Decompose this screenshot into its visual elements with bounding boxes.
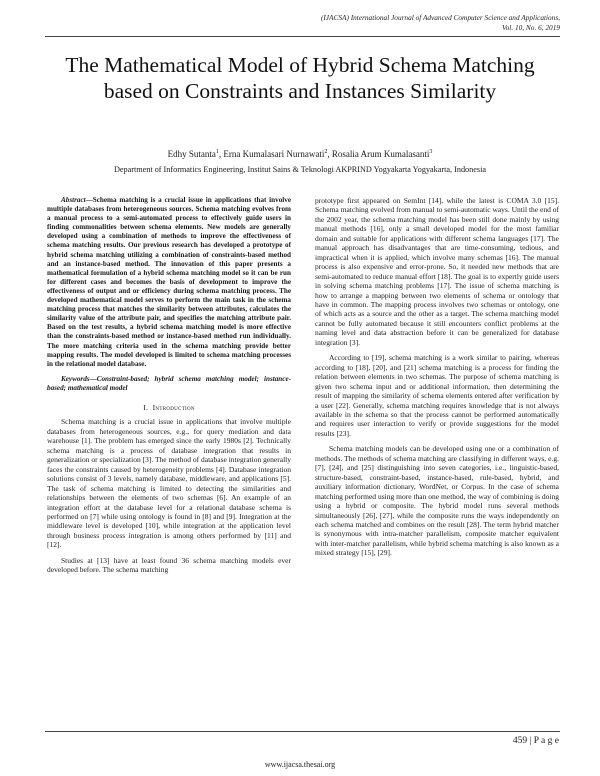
body-paragraph: Schema matching is a crucial issue in applications that involve multiple databases from heterogeneous sources, e.g., for query mediation and data warehouse [1]. The problem has emerged since the early 1980s [2]. Technically schema matching is a process of database integration that results in generalization or specialization [3]. The method of database integration generally faces the constraints caused by heterogeneity problems [4]. Database integration solutions consist of 3 levels, namely database, middleware, and applications [5]. The task of schema matching is limited to detecting the similarities and relationships between the elements of two schemas [6]. An example of an integration effort at the database level for a relational database schema is performed on [7] while using ontology is found in [8] and [9]. Integration at the middleware level is developed [10], while integration at the application level through business process integration is among others performed by [11] and [12]. [47, 417, 291, 550]
footer-url[interactable]: www.ijacsa.thesai.org [264, 760, 336, 769]
section-title: Introduction [152, 402, 195, 412]
journal-header-line1: (IJACSA) International Journal of Advanced Computer Science and Applications, [320, 13, 560, 22]
journal-header [160, 13, 560, 33]
abstract [47, 196, 291, 369]
abstract-label: Abstract [61, 196, 86, 204]
footer-rule [45, 731, 560, 732]
author-1-mark: 1 [215, 149, 219, 155]
body-paragraph: According to [19], schema matching is a work similar to pairing, whereas according to [18], [20], and [21] schema matching is a process for finding the relation between elements in two schemas. The purpose of schema matching is given two schema input and or additional information, then determining the result of mapping the similarity of schema elements entered after verification by a user [22]. Generally, schema matching requires knowledge that is not always available in the schema so that the process cannot be performed automatically and requires user interaction to verify or provide suggestions for the model results [23]. [315, 353, 559, 438]
left-column [47, 196, 291, 581]
body-paragraph: prototype first appeared on SemInt [14], while the latest is COMA 3.0 [15]. Schema matching evolved from manual to semi-automatic ways. Until the end of the 2002 year, the schema matching model has been still done mainly by using manual methods [16], only a small developed model for the most familiar domain and suitable for applications with different schema languages [17]. The manual approach has disadvantages that are time-consuming, tedious, and impractical when it is applied, which involve many schemas [16]. The manual process is also expensive and error-prone. So, it needed new methods that are semi-automated to reduce manual effort [18]. The goal is to expertly guide users in solving schema matching problems [17]. The issue of schema matching is how to arrange a mapping between two elements of schema or ontology that have in common. The mapping process involves two schemas or ontology, one of which acts as a source and the other as a target. The schema matching model cannot be fully automated because it still encounters conflict problems at the naming level and data abstraction before it can be generalized for database integration [3]. [315, 196, 559, 347]
section-number: I. [143, 402, 149, 412]
right-column [315, 196, 559, 564]
author-2-mark: 2 [324, 149, 328, 155]
header-rule [45, 36, 560, 37]
authors-line: Edhy Sutanta$^1$, Erna Kumalasari Nurnawati$^2$, Rosalia Arum Kumalasanti$^3$ [167, 149, 433, 159]
section-heading [47, 403, 291, 412]
abstract-text: —Schema matching is a crucial issue in applications that involve multiple databases from heterogeneous sources. Schema matching evolves from a manual process to a semi-automated process to effectively guide users in finding commonalities between schema elements. New models are generally developed using a combination of methods to improve the effectiveness of schema matching results. Our previous research has developed a prototype of hybrid schema matching utilizing a combination of constraints-based method and an instance-based method. The innovation of this paper presents a mathematical formulation of a hybrid schema matching model so it can be run for different cases and becomes the basis of development to improve the effectiveness of output and or efficiency during schema matching process. The developed mathematical model serves to perform the main task in the schema matching process that matches the similarity between attributes, calculates the similarity value of the attribute pair, and specifies the matching attribute pair. Based on the test results, a hybrid schema matching model is more effective than the constraints-based method or instance-based method run individually. The more matching criteria used in the schema matching provide better mapping results. The model developed is limited to schema matching processes in the relational model database. [47, 196, 291, 368]
body-paragraph: Schema matching models can be developed using one or a combination of methods. The methods of schema matching are classifying in different ways, e.g. [7], [24], and [25] distinguishing into seven categories, i.e., linguistic-based, structure-based, constraint-based, instance-based, rule-based, hybrid, and auxiliary information dictionary, WordNet, or Corpus. In the case of schema matching performed using more than one method, the way of combining is doing using a hybrid or composite. The hybrid model runs several methods simultaneously [26], [27], while the composite runs the ways independently on each schema matched and combines on the result [28]. The term hybrid matcher is synonymous with intra-matcher parallelism, composite matcher equivalent with inter-matcher parallelism, while hybrid schema matching is also known as a mixed strategy [15], [29]. [315, 444, 559, 558]
author-1: Edhy Sutanta [167, 149, 216, 159]
author-2: Erna Kumalasari Nurnawati [223, 149, 325, 159]
body-paragraph: Studies at [13] have at least found 36 schema matching models ever developed before. The schema matching [47, 555, 291, 575]
journal-header-line2: Vol. 10, No. 6, 2019 [502, 23, 560, 32]
affiliation: Department of Informatics Engineering, Institut Sains & Teknologi AKPRIND Yogyakarta Yogyakarta, Indonesia [114, 165, 486, 174]
keywords: Keywords—Constraint-based; hybrid schema matching model; instance-based; mathematical model [47, 374, 291, 392]
author-3: Rosalia Arum Kumalasanti [331, 149, 430, 159]
page-number: 459 | P a g e [512, 736, 559, 746]
author-3-mark: 3 [429, 149, 433, 155]
paper-title: The Mathematical Model of Hybrid Schema Matching based on Constraints and Instances Similarity [65, 53, 535, 103]
